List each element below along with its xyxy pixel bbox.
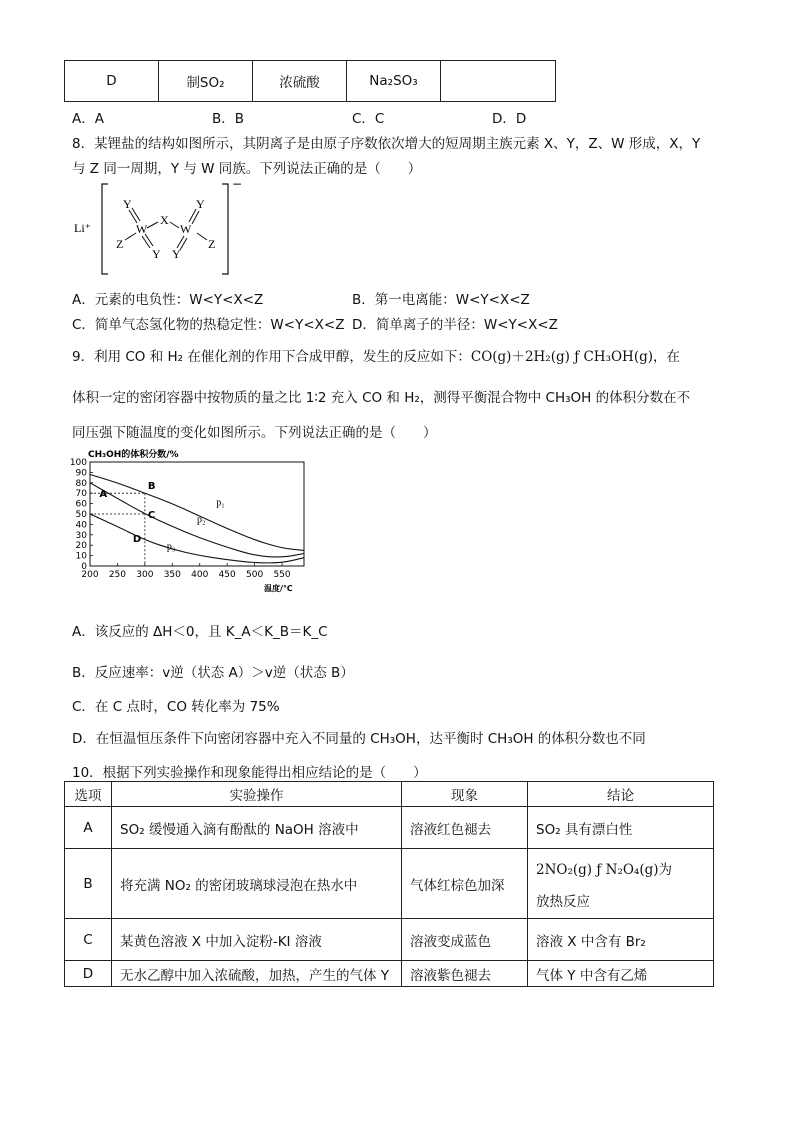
q10-row-d-phenomenon: 溶液紫色褪去 xyxy=(402,961,528,987)
atom-z1: Z xyxy=(116,237,124,251)
li-cation-label: Li⁺ xyxy=(74,221,91,235)
q8-stem-line2: 与 Z 同一周期，Y 与 W 同族。下列说法正确的是（ ） xyxy=(72,161,422,177)
y-tick-label: 50 xyxy=(75,510,87,520)
q10-header-conclusion: 结论 xyxy=(528,782,714,807)
q7-cell-purpose: 制SO₂ xyxy=(159,61,253,102)
q8-option-d: D．简单离子的半径：W<Y<X<Z xyxy=(352,317,558,333)
q7-cell-empty xyxy=(441,61,556,102)
anion-charge: − xyxy=(232,178,243,191)
q8-stem-line1: 8．某锂盐的结构如图所示，其阴离子是由原子序数依次增大的短周期主族元素 X、Y，Z、W 形成，X，Y xyxy=(72,136,701,152)
x-tick-label: 350 xyxy=(163,570,181,580)
y-tick-label: 30 xyxy=(75,530,87,541)
q9-equation: CO(g)＋2H₂(g) ƒ CH₃OH(g)，在 xyxy=(470,349,681,365)
q10-row-d-conclusion: 气体 Y 中含有乙烯 xyxy=(528,961,714,987)
y-tick-label: 90 xyxy=(75,468,87,479)
q10-row-b-option: B xyxy=(65,849,112,919)
q10-row-b-conclusion-eq: 2NO₂(g) ƒ N₂O₄(g)为 xyxy=(536,861,673,878)
table-row xyxy=(65,849,714,919)
methanol-volume-fraction-chart xyxy=(68,446,312,598)
q10-row-a-option: A xyxy=(65,807,112,849)
q9-stem-line3: 同压强下随温度的变化如图所示。下列说法正确的是（ ） xyxy=(72,425,437,441)
q8-option-a: A．元素的电负性：W<Y<X<Z xyxy=(72,292,264,308)
q10-row-b-conclusion xyxy=(528,849,714,919)
q8-option-b: B．第一电离能：W<Y<X<Z xyxy=(352,292,530,308)
y-tick-label: 10 xyxy=(75,551,87,562)
q9-stem-text: 9．利用 CO 和 H₂ 在催化剂的作用下合成甲醇，发生的反应如下： xyxy=(72,349,471,365)
y-tick-label: 70 xyxy=(75,489,87,500)
q9-option-d: D．在恒温恒压条件下向密闭容器中充入不同量的 CH₃OH，达平衡时 CH₃OH 的体积分数也不同 xyxy=(72,731,646,747)
x-tick-label: 400 xyxy=(191,570,209,580)
series-label-1: p₁ xyxy=(216,497,225,509)
q7-option-c: C．C xyxy=(352,111,385,127)
atom-y2: Y xyxy=(196,197,205,211)
y-tick-label: 100 xyxy=(69,458,87,468)
q10-header-phenomenon: 现象 xyxy=(402,782,528,807)
q10-header-option: 选项 xyxy=(65,782,112,807)
chart-title: CH₃OH的体积分数/% xyxy=(88,450,179,460)
q10-row-d-operation: 无水乙醇中加入浓硫酸，加热，产生的气体 Y xyxy=(112,961,402,987)
q7-cell-reagent2: Na₂SO₃ xyxy=(347,61,441,102)
point-label-a: A xyxy=(99,489,108,501)
q7-cell-reagent1: 浓硫酸 xyxy=(253,61,347,102)
atom-y3: Y xyxy=(152,247,161,261)
atom-z2: Z xyxy=(208,237,216,251)
q9-stem-line2: 体积一定的密闭容器中按物质的量之比 1∶2 充入 CO 和 H₂，测得平衡混合物中 CH₃OH 的体积分数在不 xyxy=(72,390,691,406)
table-row xyxy=(65,919,714,961)
series-line-1 xyxy=(90,474,304,553)
x-tick-label: 300 xyxy=(136,570,154,580)
series-label-3: p₃ xyxy=(166,541,176,553)
y-tick-label: 20 xyxy=(75,541,87,552)
q10-header-operation: 实验操作 xyxy=(112,782,402,807)
q7-option-d: D．D xyxy=(492,111,527,127)
x-axis-label: 温度/℃ xyxy=(264,584,293,593)
y-tick-label: 0 xyxy=(81,562,87,572)
q10-row-a-phenomenon: 溶液红色褪去 xyxy=(402,807,528,849)
q7-option-b: B．B xyxy=(212,111,245,127)
x-tick-label: 200 xyxy=(81,570,99,580)
x-tick-label: 550 xyxy=(273,570,291,580)
x-tick-label: 450 xyxy=(218,570,236,580)
q9-option-c: C．在 C 点时，CO 转化率为 75% xyxy=(72,699,280,715)
q10-row-d-option: D xyxy=(65,961,112,987)
q10-row-b-conclusion-text: 放热反应 xyxy=(536,893,590,910)
x-tick-label: 250 xyxy=(108,570,127,580)
atom-x: X xyxy=(160,213,169,227)
q9-option-a: A．该反应的 ΔH＜0，且 K_A＜K_B＝K_C xyxy=(72,624,328,640)
point-label-b: B xyxy=(147,481,156,493)
table-row xyxy=(65,807,714,849)
atom-w1: W xyxy=(136,222,148,236)
q10-stem: 10．根据下列实验操作和现象能得出相应结论的是（ ） xyxy=(72,765,427,781)
table-row xyxy=(65,961,714,987)
q10-row-a-conclusion: SO₂ 具有漂白性 xyxy=(528,807,714,849)
q9-stem-line1 xyxy=(72,345,680,365)
series-label-2: p₂ xyxy=(197,514,206,526)
q7-table xyxy=(64,60,556,102)
point-label-c: C xyxy=(147,510,156,521)
atom-y1: Y xyxy=(123,197,132,211)
q10-row-c-phenomenon: 溶液变成蓝色 xyxy=(402,919,528,961)
point-label-d: D xyxy=(132,534,142,545)
anion-structure-diagram xyxy=(72,178,252,278)
q10-table xyxy=(64,781,714,987)
q7-cell-option: D xyxy=(65,61,159,102)
q7-option-a: A．A xyxy=(72,111,104,127)
atom-y4: Y xyxy=(172,247,181,261)
q10-row-b-operation: 将充满 NO₂ 的密闭玻璃球浸泡在热水中 xyxy=(112,849,402,919)
y-tick-label: 80 xyxy=(75,478,87,489)
x-tick-label: 500 xyxy=(246,570,264,580)
q10-row-a-operation: SO₂ 缓慢通入滴有酚酞的 NaOH 溶液中 xyxy=(112,807,402,849)
atom-w2: W xyxy=(180,222,192,236)
q10-row-c-option: C xyxy=(65,919,112,961)
y-tick-label: 60 xyxy=(75,499,87,510)
q8-option-c: C．简单气态氢化物的热稳定性：W<Y<X<Z xyxy=(72,317,345,333)
y-tick-label: 40 xyxy=(75,520,87,531)
q10-row-b-phenomenon: 气体红棕色加深 xyxy=(402,849,528,919)
q10-row-c-operation: 某黄色溶液 X 中加入淀粉-KI 溶液 xyxy=(112,919,402,961)
q9-option-b: B．反应速率：v逆（状态 A）＞v逆（状态 B） xyxy=(72,665,354,681)
q10-row-c-conclusion: 溶液 X 中含有 Br₂ xyxy=(528,919,714,961)
